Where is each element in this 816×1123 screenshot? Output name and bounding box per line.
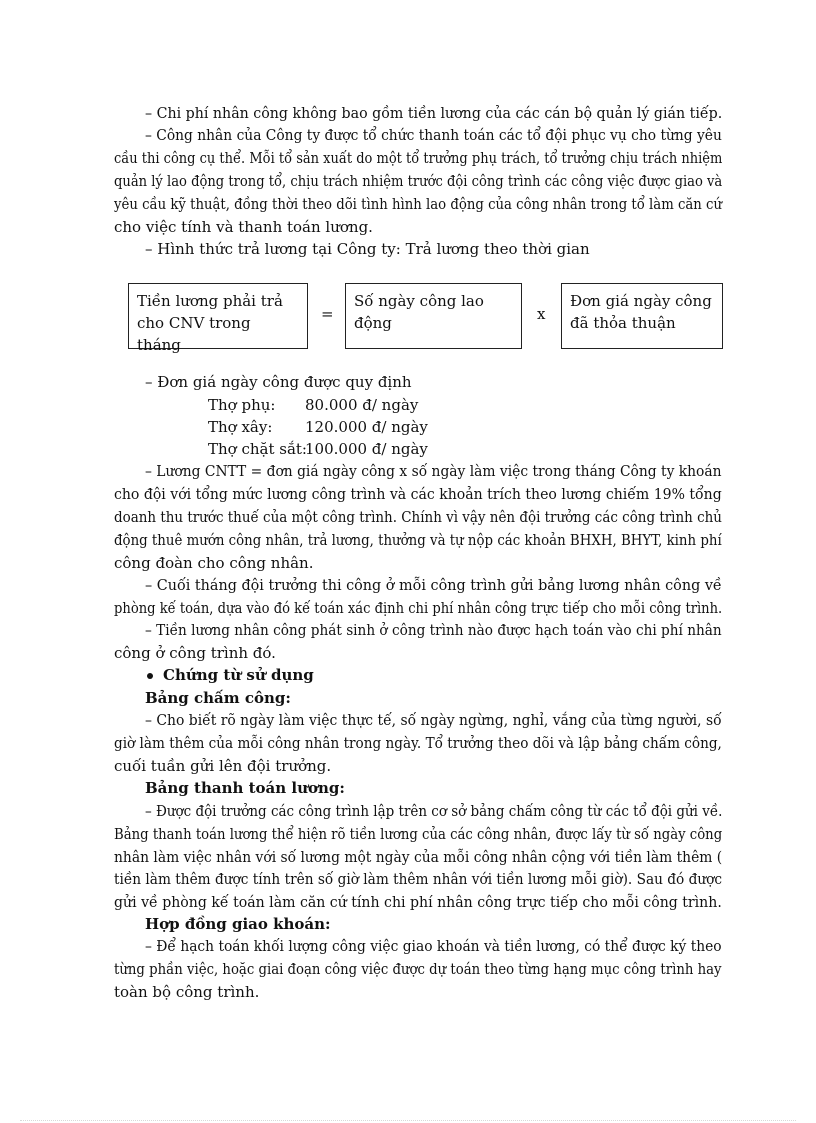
- documents-heading: Chứng từ sử dụng: [147, 664, 314, 686]
- multiply-sign: x: [537, 305, 546, 323]
- formula-box-salary-payable: Tiền lương phải trả cho CNV trong tháng: [128, 283, 308, 349]
- paragraph-pay-method: – Hình thức trả lương tại Công ty: Trả lương theo thời gian: [145, 240, 590, 258]
- timesheet-title: Bảng chấm công:: [145, 689, 291, 707]
- equals-sign: =: [321, 305, 334, 323]
- page-bottom-rule: [20, 1120, 796, 1121]
- rates-intro: – Đơn giá ngày công được quy định: [145, 373, 412, 391]
- contract-title: Hợp đồng giao khoán:: [145, 915, 331, 933]
- formula-box-daily-rate: Đơn giá ngày công đã thỏa thuận: [561, 283, 723, 349]
- formula-box-work-days: Số ngày công lao động: [345, 283, 522, 349]
- document-page: – Chi phí nhân công không bao gồm tiền lương của các cán bộ quản lý gián tiếp. – Công nhân của Công ty được tổ chức thanh toán các tổ đội phục vụ cho từng yêu cầu thi công cụ thể. Mỗi tổ sản xuất do một tổ trưởng phụ trách, tổ trưởng chịu trách nhiệm quản lý lao động trong tổ, chịu trách nhiệm trước đội công trình các công việc được giao và yêu cầu kỹ thuật, đồng thời theo dõi tình hình lao động của công nhân trong tổ làm căn cứ cho việc tính và thanh toán lương. – Hình thức trả lương tại Công ty: Trả lương theo thời gian Tiền lương phải trả cho CNV trong tháng = Số ngày công lao động x Đơn giá ngày công đã thỏa thuận – Đơn giá ngày công được quy định Thợ phụ: 80.000 đ/ ngày Thợ xây: 120.000 đ/ ngày Thợ chặt sắt: 100.000 đ/ ngày – Lương CNTT = đơn giá ngày công x số ngày làm việc trong tháng Công ty khoán cho đội với tổng mức lương công trình và các khoản trích theo lương chiếm 19% tổng doanh thu trước thuế của một công trình. Chính vì vậy nên đội trưởng các công trình chủ động thuê mướn công nhân, trả lương, thưởng và tự nộp các khoản BHXH, BHYT, kinh phí công đoàn cho công nhân. – Cuối tháng đội trưởng thi công ở mỗi công trình gửi bảng lương nhân công về phòng kế toán, dựa vào đó kế toán xác định chi phí nhân công trực tiếp cho mỗi công trình. – Tiền lương nhân công phát sinh ở công trình nào được hạch toán vào chi phí nhân công ở công trình đó. Chứng từ sử dụng Bảng chấm công: – Cho biết rõ ngày làm việc thực tế, số ngày ngừng, nghỉ, vắng của từng người, số giờ làm thêm của mỗi công nhân trong ngày. Tổ trưởng theo dõi và lập bảng chấm công, cuối tuần gửi lên đội trưởng. Bảng thanh toán lương: – Được đội trưởng các công trình lập trên cơ sở bảng chấm công từ các tổ đội gửi về. Bảng thanh toán lương thể hiện rõ tiền lương của các công nhân, được lấy từ số ngày công nhân làm việc nhân với số lương một ngày của mỗi công nhân cộng với tiền làm thêm ( tiền làm thêm được tính trên số giờ làm thêm nhân với tiền lương mỗi giờ). Sau đó được gửi về phòng kế toán làm căn cứ tính chi phí nhân công trực tiếp cho mỗi công trình. Hợp đồng giao khoán: – Để hạch toán khối lượng công việc giao khoán và tiền lương, có thể được ký theo từng phần việc, hoặc giai đoạn công việc được dự toán theo từng hạng mục công trình hay toàn bộ công trình.: [0, 0, 816, 1123]
- bullet-icon: [147, 673, 153, 679]
- payroll-title: Bảng thanh toán lương:: [145, 779, 345, 797]
- paragraph-indirect-staff: – Chi phí nhân công không bao gồm tiền lương của các cán bộ quản lý gián tiếp.: [145, 104, 723, 122]
